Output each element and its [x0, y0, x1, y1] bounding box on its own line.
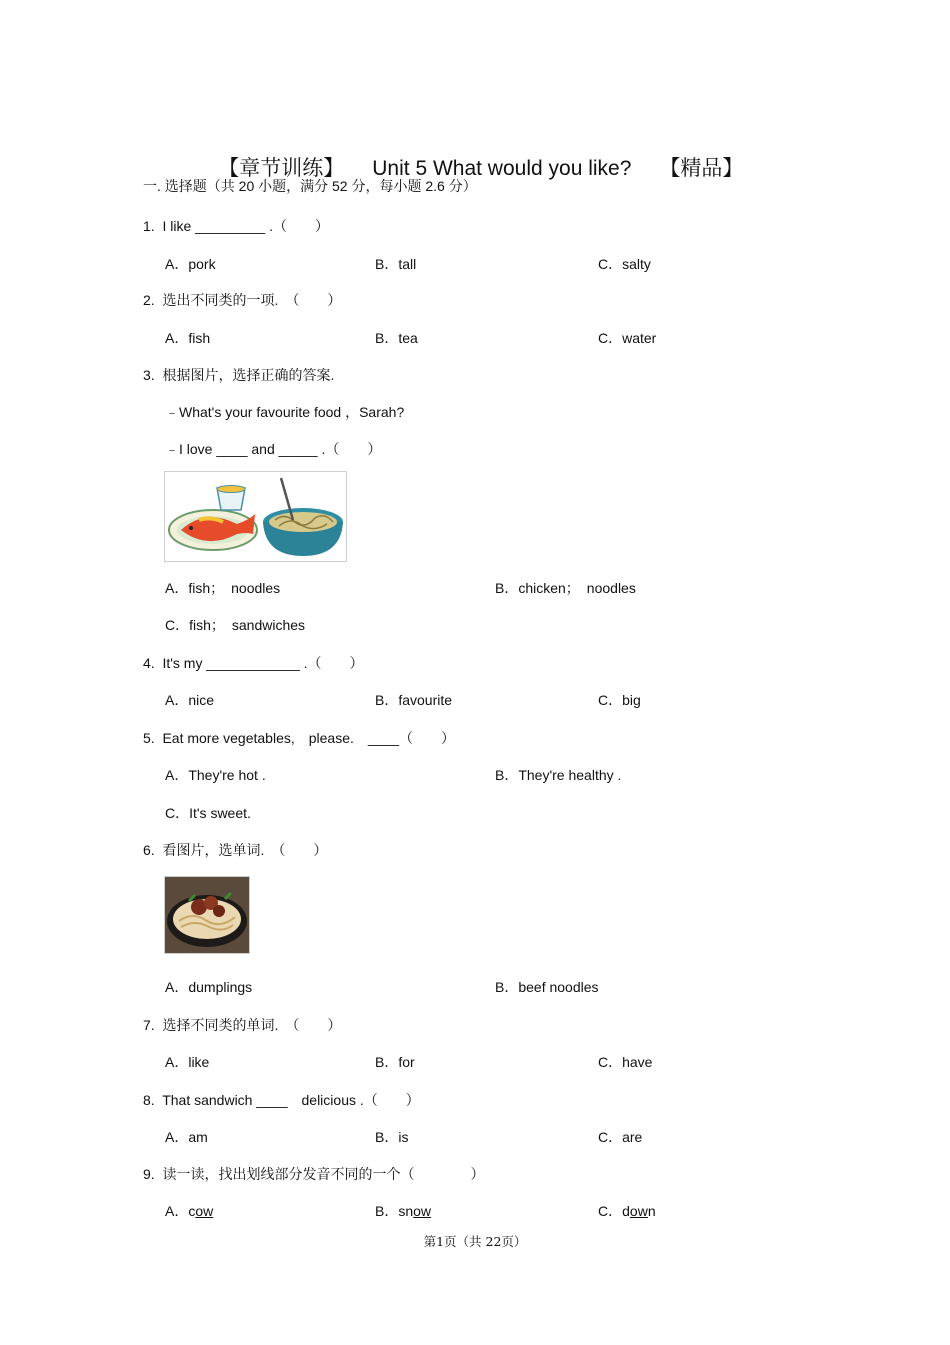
question-2: 2. 选出不同类的一项. （ ） — [143, 292, 342, 308]
q5-option-b: B．They're healthy . — [495, 767, 622, 783]
q8-option-a: A．am — [165, 1129, 208, 1145]
question-5: 5. Eat more vegetables, please. ____（ ） — [143, 730, 456, 746]
q6-option-b: B．beef noodles — [495, 979, 599, 995]
q9-option-c: C．down — [598, 1203, 656, 1219]
q7-option-c: C．have — [598, 1054, 653, 1070]
page-title — [0, 128, 950, 182]
q2-option-c: C．water — [598, 330, 657, 346]
q9-option-a: A．cow — [165, 1203, 214, 1219]
question-6: 6. 看图片，选单词. （ ） — [143, 842, 328, 858]
q8-option-c: C．are — [598, 1129, 643, 1145]
q7-option-b: B．for — [375, 1054, 415, 1070]
q4-option-b: B．favourite — [375, 692, 453, 708]
q1-option-b: B．tall — [375, 256, 417, 272]
q3-option-b: B．chicken； noodles — [495, 580, 636, 596]
beef-noodles-image — [164, 876, 250, 954]
q9-option-b: B．snow — [375, 1203, 432, 1219]
title-tag-right: 【精品】 — [659, 157, 744, 180]
q3-dialogue-line-1: ﹣What's your favourite food ，Sarah? — [165, 404, 405, 420]
underlined-part: ow — [413, 1203, 432, 1219]
question-3: 3. 根据图片，选择正确的答案. — [143, 367, 335, 383]
q6-option-a: A．dumplings — [165, 979, 253, 995]
fish-noodles-illustration — [165, 472, 346, 561]
q4-option-c: C．big — [598, 692, 641, 708]
q2-option-a: A．fish — [165, 330, 211, 346]
question-8: 8. That sandwich ____ delicious .（ ） — [143, 1092, 420, 1108]
q5-option-c: C．It's sweet. — [165, 805, 251, 821]
question-1: 1. I like _________ .（ ） — [143, 218, 329, 234]
q5-option-a: A．They're hot . — [165, 767, 266, 783]
title-tag-left: 【章节训练】 — [218, 157, 345, 180]
beef-noodles-photo — [165, 877, 249, 953]
q7-option-a: A．like — [165, 1054, 210, 1070]
fish-noodles-image — [164, 471, 347, 562]
q4-option-a: A．nice — [165, 692, 215, 708]
underlined-part: ow — [195, 1203, 214, 1219]
question-4: 4. It's my ____________ .（ ） — [143, 655, 364, 671]
q1-option-a: A．pork — [165, 256, 216, 272]
question-7: 7. 选择不同类的单词. （ ） — [143, 1017, 342, 1033]
page-footer: 第1页（共 22页） — [423, 1234, 527, 1249]
q3-option-a: A．fish； noodles — [165, 580, 281, 596]
q1-option-c: C．salty — [598, 256, 651, 272]
q3-option-c: C．fish； sandwiches — [165, 617, 306, 633]
section-heading: 一. 选择题（共 20 小题，满分 52 分，每小题 2.6 分） — [143, 178, 477, 194]
q3-dialogue-line-2: ﹣I love ____ and _____ .（ ） — [165, 441, 382, 457]
underlined-part: ow — [629, 1203, 648, 1219]
title-unit: Unit 5 What would you like? — [372, 157, 632, 180]
q2-option-b: B．tea — [375, 330, 418, 346]
q8-option-b: B．is — [375, 1129, 409, 1145]
question-9: 9. 读一读，找出划线部分发音不同的一个（ ） — [143, 1166, 485, 1182]
